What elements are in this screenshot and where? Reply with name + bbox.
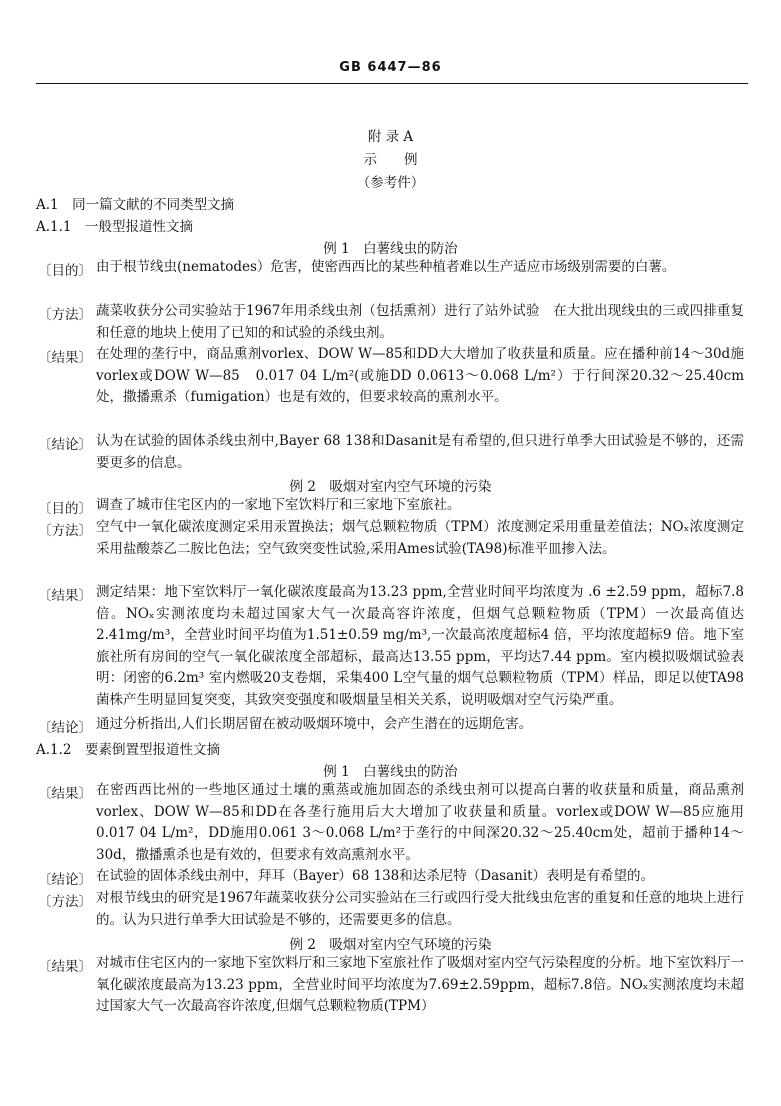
tag-result: 〔结果〕 xyxy=(38,786,92,802)
tag-aim: 〔目的〕 xyxy=(38,263,92,279)
tag-result: 〔结果〕 xyxy=(38,350,92,366)
tag-aim: 〔目的〕 xyxy=(38,501,92,517)
paragraph-result-4: 对城市住宅区内的一家地下室饮料厅和三家地下室旅社作了吸烟对室内空气污染程度的分析。地下室饮料厅一氧化碳浓度最高为13.23 ppm，全营业时间平均浓度为7.69±2.59ppm，超标7.8倍。NOₓ实测浓度均未超过国家大气一次最高容许浓度,但烟气总颗粒物质(TPM） xyxy=(96,955,744,1014)
section-a11: A.1.1 一般型报道性文摘 xyxy=(36,219,194,235)
appendix-subtitle: 示 例 xyxy=(363,152,418,168)
example-2b-title: 例 2 吸烟对室内空气环境的污染 xyxy=(289,937,492,953)
paragraph-conclusion-2: 通过分析指出,人们长期居留在被动吸烟环境中，会产生潜在的远期危害。 xyxy=(96,716,533,732)
paragraph-result-2: 测定结果：地下室饮料厅一氧化碳浓度最高为13.23 ppm,全营业时间平均浓度为 .6 ±2.59 ppm，超标7.8倍。NOₓ实测浓度均未超过国家大气一次最高容许浓度，但烟气总颗粒物质（TPM）一次最高值达2.41mg/m³，全营业时间平均值为1.51±0.59 mg/m³,一次最高浓度超标4 倍，平均浓度超标9 倍。地下室旅社所有房间的空气一氧化碳浓度全部超标，最高达13.55 ppm，平均达7.44 ppm。室内模拟吸烟试验表明：闭密的6.2m³ 室内燃吸20支卷烟，采集400 L空气量的烟气总颗粒物质（TPM）样品，即足以使TA98菌株产生明显回复突变，其致突变强度和吸烟量呈相关关系，说明吸烟对空气污染严重。 xyxy=(96,584,744,708)
appendix-title: 附 录 A xyxy=(367,129,414,145)
paragraph-conclusion-1: 认为在试验的固体杀线虫剂中,Bayer 68 138和Dasanit是有希望的,但只进行单季大田试验是不够的，还需要更多的信息。 xyxy=(96,433,744,471)
tag-conclusion: 〔结论〕 xyxy=(38,720,92,736)
tag-method: 〔方法〕 xyxy=(38,523,92,539)
tag-conclusion: 〔结论〕 xyxy=(38,872,92,888)
example-2-title: 例 2 吸烟对室内空气环境的污染 xyxy=(289,479,492,495)
tag-result: 〔结果〕 xyxy=(38,959,92,975)
header-rule xyxy=(36,83,748,84)
example-1b-title: 例 1 白薯线虫的防治 xyxy=(323,764,458,780)
example-1-title: 例 1 白薯线虫的防治 xyxy=(323,241,458,257)
paragraph-result-1: 在处理的垄行中，商品熏剂vorlex、DOW W—85和DD大大增加了收获量和质量。应在播种前14～30d施vorlex或DOW W—85 0.017 04 L/m²(或施DD 0.0613～0.068 L/m²）于行间深20.32～25.40cm 处，撒播熏杀（fumigation）也是有效的，但要求较高的熏剂水平。 xyxy=(96,346,744,405)
tag-method: 〔方法〕 xyxy=(38,307,92,323)
tag-conclusion: 〔结论〕 xyxy=(38,437,92,453)
tag-result: 〔结果〕 xyxy=(38,588,92,604)
paragraph-method-1: 蔬菜收获分公司实验站于1967年用杀线虫剂（包括熏剂）进行了站外试验 在大批出现线虫的三或四排重复和任意的地块上使用了已知的和试验的杀线虫剂。 xyxy=(96,303,744,341)
section-a1: A.1 同一篇文献的不同类型文摘 xyxy=(36,197,235,213)
appendix-note: （参考件） xyxy=(356,175,425,191)
paragraph-method-3: 对根节线虫的研究是1967年蔬菜收获分公司实验站在三行或四行受大批线虫危害的重复和任意的地块上进行的。认为只进行单季大田试验是不够的，还需要更多的信息。 xyxy=(96,890,744,928)
paragraph-result-3: 在密西西比州的一些地区通过土壤的熏蒸或施加固态的杀线虫剂可以提高白薯的收获量和质量，商品熏剂vorlex、DOW W—85和DD在各垄行施用后大大增加了收获量和质量。vorlex或DOW W—85应施用0.017 04 L/m²，DD施用0.061 3～0.068 L/m²于垄行的中间深20.32～25.40cm处，超前于播种14～30d，撒播熏杀也是有效的，但要求有效高熏剂水平。 xyxy=(96,782,744,863)
paragraph-aim-1: 由于根节线虫(nematodes）危害，使密西西比的某些种植者难以生产适应市场级别需要的白薯。 xyxy=(96,259,676,275)
tag-method: 〔方法〕 xyxy=(38,894,92,910)
paragraph-conclusion-3: 在试验的固体杀线虫剂中，拜耳（Bayer）68 138和达杀尼特（Dasanit）表明是有希望的。 xyxy=(96,868,655,884)
section-a12: A.1.2 要素倒置型报道性文摘 xyxy=(36,742,221,758)
paragraph-aim-2: 调查了城市住宅区内的一家地下室饮料厅和三家地下室旅社。 xyxy=(96,497,461,513)
paragraph-method-2: 空气中一氧化碳浓度测定采用汞置换法；烟气总颗粒物质（TPM）浓度测定采用重量差值法；NOₓ浓度测定采用盐酸萘乙二胺比色法；空气致突变性试验,采用Ames试验(TA98)标准平皿掺入法。 xyxy=(96,519,744,557)
standard-number-header: GB 6447—86 xyxy=(339,60,442,75)
